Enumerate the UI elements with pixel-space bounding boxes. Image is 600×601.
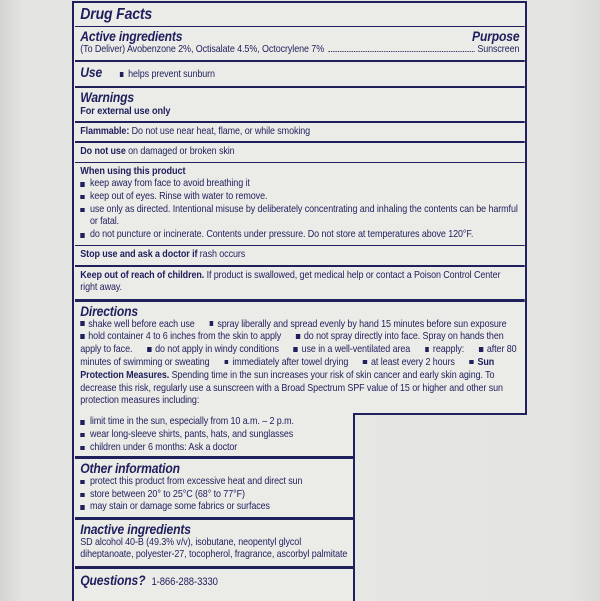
stop-use-text: rash occurs (199, 249, 245, 261)
list-item (80, 442, 348, 455)
bullet-icon (224, 360, 228, 365)
use-section (75, 62, 525, 86)
list-item-text: protect this product from excessive heat and direct sun (89, 475, 302, 487)
direction-text: reapply: (432, 344, 464, 356)
drug-facts-header (75, 3, 525, 26)
direction-item (362, 357, 454, 368)
flammable-section (75, 123, 525, 142)
bullet-icon (80, 321, 84, 326)
direction-text: hold container 4 to 6 inches from the skin to apply (87, 331, 281, 343)
keep-out-bold: Keep out of reach of children. (79, 269, 204, 281)
bullet-icon (424, 347, 428, 352)
bullet-icon (80, 208, 84, 213)
bullet-icon (80, 195, 84, 200)
bullet-icon (80, 420, 84, 425)
when-using-heading: When using this product (79, 166, 185, 178)
dotted-leader (328, 51, 474, 52)
directions-paragraph (80, 319, 519, 409)
warnings-header-section (75, 88, 525, 121)
panel-lower-content (75, 415, 353, 591)
other-information-heading: Other information (79, 460, 180, 476)
list-item-text: children under 6 months: Ask a doctor (89, 441, 237, 453)
inactive-ingredients-section (75, 520, 353, 567)
inactive-ingredients-heading: Inactive ingredients (79, 521, 191, 537)
bullet-icon (293, 347, 297, 352)
bullet-icon (119, 72, 123, 77)
bullet-icon (80, 493, 84, 498)
list-item-text: use only as directed. Intentional misuse by deliberately concentrating and inhaling the contents can be harmful or fatal. (89, 203, 518, 228)
directions-heading: Directions (79, 303, 138, 319)
list-item (80, 429, 348, 442)
list-item (80, 501, 348, 514)
direction-text: do not apply in windy conditions (154, 344, 279, 356)
inactive-ingredients-text: SD alcohol 40-B (49.3% v/v), isobutane, neopentyl glycol diheptanoate, polyester-27, tocopherol, fragrance, ascorbyl palmitate (79, 536, 347, 561)
external-use-text: For external use only (79, 106, 170, 118)
list-item (80, 191, 519, 204)
sun-protection-bold: Sun Protection Measures. (79, 356, 494, 381)
direction-item (147, 344, 279, 355)
list-item (80, 476, 348, 489)
bullet-icon (209, 321, 213, 326)
direction-text: shake well before each use (87, 318, 195, 330)
do-not-use-section (75, 143, 525, 162)
use-heading: Use (79, 65, 102, 81)
bullet-icon (478, 347, 482, 352)
warnings-heading: Warnings (79, 90, 134, 106)
direction-text: use in a well-ventilated area (301, 344, 410, 356)
direction-item (224, 357, 348, 368)
bullet-icon (80, 505, 84, 510)
bullet-icon (80, 334, 84, 339)
bullet-icon (469, 360, 473, 365)
list-item (80, 416, 348, 429)
list-item (80, 204, 519, 230)
directions-section (75, 302, 525, 409)
drug-facts-title: Drug Facts (79, 5, 152, 23)
panel-step-border (353, 413, 527, 416)
active-ingredients-line: (To Deliver) Avobenzone 2%, Octisalate 4.5%, Octocrylene 7% (79, 43, 324, 55)
bullet-icon (147, 347, 151, 352)
do-not-use-text: on damaged or broken skin (127, 145, 235, 157)
bullet-icon (80, 233, 84, 238)
direction-item (293, 344, 410, 355)
list-item-text: keep out of eyes. Rinse with water to remove. (89, 190, 267, 202)
do-not-use-bold: Do not use (79, 145, 126, 157)
use-item-text: helps prevent sunburn (127, 69, 215, 81)
purpose-heading: Purpose (471, 28, 519, 44)
bullet-icon (362, 360, 366, 365)
directions-sub-list (75, 415, 353, 456)
direction-text: spray liberally and spread evenly by hand 15 minutes before sun exposure (216, 318, 507, 330)
active-ingredients-heading: Active ingredients (79, 28, 182, 44)
direction-item (424, 344, 463, 355)
list-item (80, 489, 348, 502)
flammable-text: Do not use near heat, flame, or while smoking (131, 125, 310, 137)
stop-use-section (75, 246, 525, 265)
direction-item (80, 319, 194, 330)
bullet-icon (295, 334, 299, 339)
list-item-text: store between 20° to 25°C (68° to 77°F) (89, 488, 245, 500)
keep-out-section (75, 267, 525, 300)
direction-text: immediately after towel drying (231, 356, 348, 368)
panel-upper-content (75, 3, 525, 409)
bullet-icon (80, 446, 84, 451)
questions-section (75, 569, 353, 592)
bullet-icon (80, 433, 84, 438)
questions-phone: 1-866-288-3330 (150, 575, 218, 588)
direction-text: after 80 minutes of swimming or sweating (79, 344, 517, 368)
direction-item (209, 319, 506, 330)
direction-text: do not spray directly into face. Spray on hands then apply to face. (79, 331, 504, 356)
purpose-value: Sunscreen (476, 43, 519, 55)
sun-protection-text: Spending time in the sun increases your risk of skin cancer and early skin aging. To decrease this risk, regularly use a sunscreen with a Broad Spectrum SPF value of 15 or higher and other sun protection measures including: (79, 369, 503, 407)
use-item (119, 69, 214, 82)
list-item-text: may stain or damage some fabrics or surfaces (89, 501, 270, 513)
keep-out-text: If product is swallowed, get medical help or contact a Poison Control Center right away. (79, 269, 500, 294)
other-information-section (75, 459, 353, 517)
list-item (80, 229, 519, 242)
drug-facts-panel (72, 0, 527, 601)
when-using-section (75, 163, 525, 245)
questions-heading: Questions? (79, 572, 145, 588)
flammable-bold: Flammable: (79, 125, 129, 137)
list-item-text: do not puncture or incinerate. Contents under pressure. Do not store at temperatures above 120°F. (89, 229, 473, 241)
active-ingredients-section (75, 27, 525, 60)
list-item-text: limit time in the sun, especially from 10 a.m. – 2 p.m. (89, 416, 294, 427)
list-item-text: keep away from face to avoid breathing it (89, 178, 250, 190)
bullet-icon (80, 480, 84, 485)
stop-use-bold: Stop use and ask a doctor if (79, 249, 197, 261)
direction-text: at least every 2 hours (370, 356, 455, 368)
list-item (80, 178, 519, 191)
list-item-text: wear long-sleeve shirts, pants, hats, and sunglasses (89, 428, 293, 440)
bullet-icon (80, 182, 84, 187)
direction-item (80, 331, 281, 342)
